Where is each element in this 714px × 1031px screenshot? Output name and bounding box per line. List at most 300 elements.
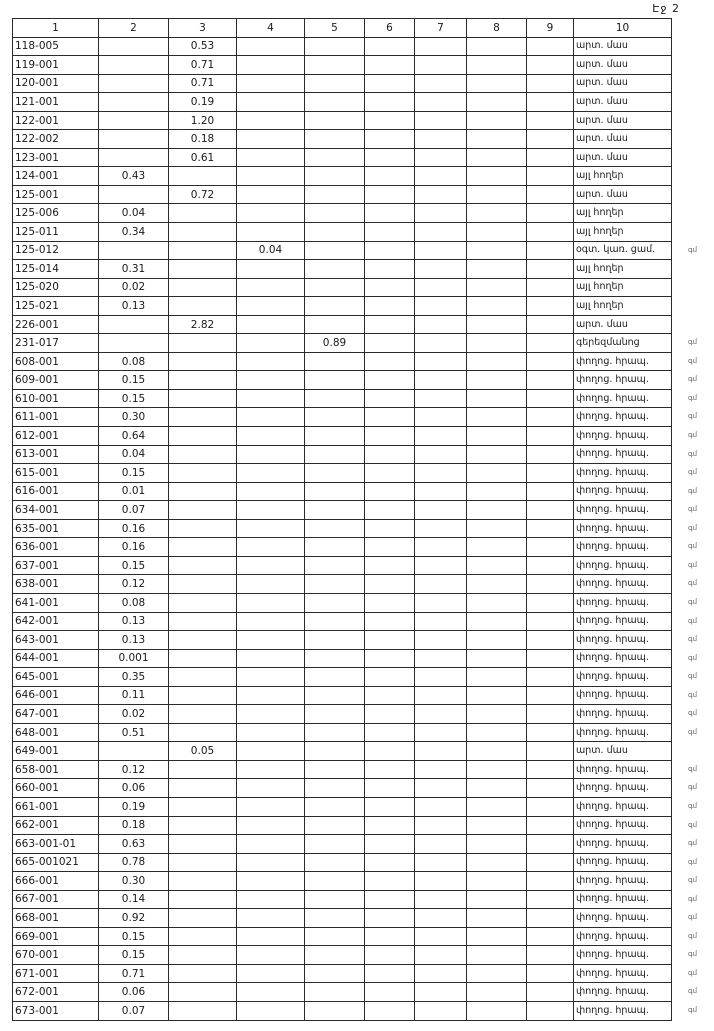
cell-col-6 (365, 760, 415, 779)
cell-col-3 (169, 649, 237, 668)
cell-col-9 (527, 835, 574, 854)
cell-col-8 (467, 223, 527, 242)
cell-col-10: այլ հողեր (574, 223, 672, 242)
cell-col-4 (237, 445, 305, 464)
cell-col-2: 0.15 (99, 556, 169, 575)
cell-col-10: արտ. մաս (574, 315, 672, 334)
cell-col-3 (169, 816, 237, 835)
cell-col-4 (237, 946, 305, 965)
cell-col-9 (527, 964, 574, 983)
cell-col-2: 0.51 (99, 723, 169, 742)
margin-mark: գմ (688, 542, 698, 551)
cell-col-6 (365, 352, 415, 371)
cell-col-8 (467, 983, 527, 1002)
cell-col-10: փողոց. հրապ. (574, 872, 672, 891)
cell-col-3 (169, 872, 237, 891)
cell-col-1: 122-001 (13, 111, 99, 130)
cell-col-6 (365, 204, 415, 223)
cell-col-10: փողոց. հրապ. (574, 760, 672, 779)
cell-col-3 (169, 482, 237, 501)
table-row (13, 612, 672, 631)
cell-col-2: 0.34 (99, 223, 169, 242)
cell-col-7 (415, 723, 467, 742)
cell-col-3 (169, 445, 237, 464)
cell-col-2: 0.13 (99, 297, 169, 316)
cell-col-8 (467, 723, 527, 742)
cell-col-10: արտ. մաս (574, 148, 672, 167)
cell-col-7 (415, 1001, 467, 1020)
margin-mark: գմ (688, 412, 698, 421)
margin-mark: գմ (688, 709, 698, 718)
cell-col-7 (415, 890, 467, 909)
cell-col-7 (415, 519, 467, 538)
cell-col-4 (237, 909, 305, 928)
cell-col-3 (169, 1001, 237, 1020)
cell-col-1: 122-002 (13, 130, 99, 149)
cell-col-3: 2.82 (169, 315, 237, 334)
cell-col-9 (527, 760, 574, 779)
cell-col-10: փողոց. հրապ. (574, 501, 672, 520)
cell-col-10: փողոց. հրապ. (574, 482, 672, 501)
cell-col-2: 0.14 (99, 890, 169, 909)
cell-col-7 (415, 185, 467, 204)
cell-col-1: 646-001 (13, 686, 99, 705)
cell-col-5 (305, 705, 365, 724)
cell-col-4 (237, 686, 305, 705)
table-row (13, 297, 672, 316)
cell-col-2: 0.02 (99, 705, 169, 724)
cell-col-10: արտ. մաս (574, 74, 672, 93)
cell-col-4 (237, 185, 305, 204)
cell-col-7 (415, 37, 467, 56)
cell-col-5 (305, 93, 365, 112)
table-row (13, 408, 672, 427)
margin-marks (688, 18, 712, 1020)
cell-col-9 (527, 241, 574, 260)
cell-col-5 (305, 927, 365, 946)
table-row (13, 74, 672, 93)
cell-col-9 (527, 927, 574, 946)
margin-mark: գմ (688, 950, 698, 959)
cell-col-1: 125-001 (13, 185, 99, 204)
cell-col-5 (305, 130, 365, 149)
table-row (13, 946, 672, 965)
cell-col-1: 125-006 (13, 204, 99, 223)
cell-col-3 (169, 927, 237, 946)
cell-col-1: 123-001 (13, 148, 99, 167)
cell-col-1: 671-001 (13, 964, 99, 983)
cell-col-4 (237, 223, 305, 242)
table-row (13, 779, 672, 798)
cell-col-3: 0.71 (169, 74, 237, 93)
cell-col-4 (237, 853, 305, 872)
table-row (13, 352, 672, 371)
cell-col-9 (527, 56, 574, 75)
cell-col-7 (415, 204, 467, 223)
cell-col-2: 0.08 (99, 352, 169, 371)
margin-mark (688, 148, 712, 167)
cell-col-6 (365, 909, 415, 928)
cell-col-6 (365, 556, 415, 575)
cell-col-10: փողոց. հրապ. (574, 371, 672, 390)
cell-col-1: 125-012 (13, 241, 99, 260)
cell-col-8 (467, 519, 527, 538)
cell-col-6 (365, 723, 415, 742)
cell-col-10: փողոց. հրապ. (574, 464, 672, 483)
cell-col-8 (467, 445, 527, 464)
cell-col-1: 672-001 (13, 983, 99, 1002)
cell-col-9 (527, 185, 574, 204)
table-body (13, 37, 672, 1020)
cell-col-8 (467, 204, 527, 223)
cell-col-3 (169, 223, 237, 242)
cell-col-6 (365, 482, 415, 501)
cell-col-9 (527, 538, 574, 557)
cell-col-6 (365, 297, 415, 316)
cell-col-9 (527, 983, 574, 1002)
cell-col-6 (365, 464, 415, 483)
table-row (13, 241, 672, 260)
cell-col-1: 673-001 (13, 1001, 99, 1020)
cell-col-5 (305, 1001, 365, 1020)
cell-col-2 (99, 111, 169, 130)
cell-col-8 (467, 464, 527, 483)
cell-col-3 (169, 260, 237, 279)
cell-col-9 (527, 519, 574, 538)
cell-col-9 (527, 723, 574, 742)
cell-col-6 (365, 408, 415, 427)
table-row (13, 964, 672, 983)
cell-col-4 (237, 742, 305, 761)
table-row (13, 464, 672, 483)
margin-mark: գմ (688, 579, 698, 588)
cell-col-9 (527, 946, 574, 965)
cell-col-3 (169, 371, 237, 390)
cell-col-3 (169, 668, 237, 687)
cell-col-10: արտ. մաս (574, 56, 672, 75)
table-row (13, 37, 672, 56)
cell-col-5 (305, 241, 365, 260)
cell-col-7 (415, 909, 467, 928)
cell-col-2: 0.30 (99, 408, 169, 427)
cell-col-9 (527, 352, 574, 371)
cell-col-9 (527, 593, 574, 612)
cell-col-10: փողոց. հրապ. (574, 352, 672, 371)
cell-col-10: փողոց. հրապ. (574, 519, 672, 538)
cell-col-2: 0.19 (99, 797, 169, 816)
cell-col-4 (237, 705, 305, 724)
margin-mark: գմ (688, 1005, 698, 1014)
cell-col-5 (305, 946, 365, 965)
cell-col-8 (467, 111, 527, 130)
cell-col-1: 125-014 (13, 260, 99, 279)
cell-col-7 (415, 575, 467, 594)
cell-col-8 (467, 297, 527, 316)
cell-col-7 (415, 352, 467, 371)
cell-col-4: 0.04 (237, 241, 305, 260)
cell-col-7 (415, 74, 467, 93)
cell-col-7 (415, 742, 467, 761)
cell-col-8 (467, 909, 527, 928)
cell-col-3 (169, 946, 237, 965)
cell-col-3 (169, 705, 237, 724)
cell-col-8 (467, 742, 527, 761)
cell-col-1: 616-001 (13, 482, 99, 501)
cell-col-5 (305, 389, 365, 408)
cell-col-5 (305, 148, 365, 167)
cell-col-7 (415, 983, 467, 1002)
margin-spacer (688, 18, 712, 37)
cell-col-1: 634-001 (13, 501, 99, 520)
cell-col-10: փողոց. հրապ. (574, 389, 672, 408)
cell-col-8 (467, 37, 527, 56)
table-row (13, 668, 672, 687)
cell-col-9 (527, 334, 574, 353)
margin-mark: գմ (688, 356, 698, 365)
cell-col-9 (527, 223, 574, 242)
cell-col-9 (527, 779, 574, 798)
margin-mark (688, 92, 712, 111)
table-row (13, 501, 672, 520)
cell-col-1: 226-001 (13, 315, 99, 334)
cell-col-2: 0.07 (99, 1001, 169, 1020)
margin-mark: գմ (688, 653, 698, 662)
margin-mark (688, 278, 712, 297)
cell-col-1: 643-001 (13, 631, 99, 650)
cell-col-8 (467, 334, 527, 353)
cell-col-5 (305, 371, 365, 390)
cell-col-7 (415, 241, 467, 260)
margin-mark: գմ (688, 727, 698, 736)
cell-col-7 (415, 538, 467, 557)
cell-col-10: փողոց. հրապ. (574, 835, 672, 854)
cell-col-6 (365, 93, 415, 112)
cell-col-10: փողոց. հրապ. (574, 816, 672, 835)
cell-col-6 (365, 278, 415, 297)
table-row (13, 705, 672, 724)
cell-col-8 (467, 853, 527, 872)
cell-col-1: 644-001 (13, 649, 99, 668)
cell-col-2 (99, 185, 169, 204)
column-header: 10 (574, 19, 672, 38)
cell-col-4 (237, 964, 305, 983)
cell-col-3 (169, 631, 237, 650)
cell-col-5 (305, 556, 365, 575)
cell-col-2: 0.01 (99, 482, 169, 501)
cell-col-4 (237, 501, 305, 520)
margin-mark: գմ (688, 876, 698, 885)
margin-mark (688, 203, 712, 222)
cell-col-1: 125-020 (13, 278, 99, 297)
cell-col-5 (305, 668, 365, 687)
cell-col-5 (305, 464, 365, 483)
cell-col-8 (467, 427, 527, 446)
cell-col-7 (415, 297, 467, 316)
cell-col-6 (365, 835, 415, 854)
cell-col-4 (237, 593, 305, 612)
cell-col-1: 615-001 (13, 464, 99, 483)
cell-col-1: 120-001 (13, 74, 99, 93)
cell-col-8 (467, 890, 527, 909)
cell-col-7 (415, 315, 467, 334)
cell-col-3 (169, 241, 237, 260)
cell-col-4 (237, 649, 305, 668)
cell-col-9 (527, 705, 574, 724)
cell-col-1: 119-001 (13, 56, 99, 75)
cell-col-10: փողոց. հրապ. (574, 946, 672, 965)
cell-col-5 (305, 445, 365, 464)
cell-col-8 (467, 1001, 527, 1020)
cell-col-10: փողոց. հրապ. (574, 631, 672, 650)
cell-col-4 (237, 148, 305, 167)
cell-col-10: փողոց. հրապ. (574, 408, 672, 427)
cell-col-6 (365, 185, 415, 204)
cell-col-1: 613-001 (13, 445, 99, 464)
column-header: 1 (13, 19, 99, 38)
cell-col-1: 661-001 (13, 797, 99, 816)
margin-mark (688, 296, 712, 315)
margin-mark (688, 37, 712, 56)
cell-col-6 (365, 668, 415, 687)
column-header: 7 (415, 19, 467, 38)
cell-col-5 (305, 408, 365, 427)
cell-col-4 (237, 74, 305, 93)
cell-col-6 (365, 853, 415, 872)
cell-col-2: 0.43 (99, 167, 169, 186)
cell-col-8 (467, 649, 527, 668)
cell-col-9 (527, 74, 574, 93)
cell-col-7 (415, 427, 467, 446)
cell-col-7 (415, 130, 467, 149)
table-row (13, 593, 672, 612)
cell-col-6 (365, 37, 415, 56)
cell-col-4 (237, 835, 305, 854)
table-row (13, 631, 672, 650)
cell-col-7 (415, 556, 467, 575)
cell-col-4 (237, 464, 305, 483)
cell-col-1: 610-001 (13, 389, 99, 408)
cell-col-1: 647-001 (13, 705, 99, 724)
margin-mark: գմ (688, 764, 698, 773)
cell-col-7 (415, 334, 467, 353)
cell-col-9 (527, 389, 574, 408)
cell-col-1: 645-001 (13, 668, 99, 687)
cell-col-10: փողոց. հրապ. (574, 779, 672, 798)
cell-col-2: 0.92 (99, 909, 169, 928)
cell-col-7 (415, 612, 467, 631)
cell-col-2: 0.06 (99, 983, 169, 1002)
cell-col-7 (415, 835, 467, 854)
cell-col-7 (415, 649, 467, 668)
cell-col-8 (467, 185, 527, 204)
cell-col-4 (237, 167, 305, 186)
cell-col-2 (99, 742, 169, 761)
margin-mark: գմ (688, 468, 698, 477)
table-row (13, 575, 672, 594)
cell-col-10: արտ. մաս (574, 130, 672, 149)
cell-col-2 (99, 148, 169, 167)
table-row (13, 649, 672, 668)
cell-col-5 (305, 260, 365, 279)
table-row (13, 538, 672, 557)
cell-col-9 (527, 204, 574, 223)
land-register-table (12, 18, 672, 1021)
cell-col-10: փողոց. հրապ. (574, 723, 672, 742)
cell-col-3 (169, 723, 237, 742)
cell-col-6 (365, 946, 415, 965)
cell-col-8 (467, 946, 527, 965)
cell-col-3 (169, 427, 237, 446)
cell-col-4 (237, 352, 305, 371)
cell-col-8 (467, 408, 527, 427)
margin-mark (688, 74, 712, 93)
cell-col-7 (415, 797, 467, 816)
table-row (13, 185, 672, 204)
cell-col-7 (415, 946, 467, 965)
cell-col-4 (237, 890, 305, 909)
column-header: 3 (169, 19, 237, 38)
cell-col-5 (305, 167, 365, 186)
cell-col-7 (415, 816, 467, 835)
table-row (13, 872, 672, 891)
cell-col-9 (527, 148, 574, 167)
cell-col-10: արտ. մաս (574, 185, 672, 204)
table-row (13, 260, 672, 279)
cell-col-6 (365, 501, 415, 520)
cell-col-9 (527, 445, 574, 464)
cell-col-1: 667-001 (13, 890, 99, 909)
cell-col-2: 0.31 (99, 260, 169, 279)
table-row (13, 927, 672, 946)
cell-col-2: 0.08 (99, 593, 169, 612)
margin-mark (688, 315, 712, 334)
cell-col-9 (527, 167, 574, 186)
cell-col-2 (99, 74, 169, 93)
cell-col-7 (415, 853, 467, 872)
cell-col-7 (415, 111, 467, 130)
cell-col-8 (467, 575, 527, 594)
cell-col-1: 231-017 (13, 334, 99, 353)
cell-col-6 (365, 334, 415, 353)
cell-col-1: 637-001 (13, 556, 99, 575)
cell-col-4 (237, 56, 305, 75)
cell-col-9 (527, 742, 574, 761)
cell-col-4 (237, 93, 305, 112)
table-row (13, 278, 672, 297)
cell-col-2: 0.15 (99, 927, 169, 946)
cell-col-1: 124-001 (13, 167, 99, 186)
cell-col-8 (467, 538, 527, 557)
cell-col-7 (415, 167, 467, 186)
cell-col-7 (415, 93, 467, 112)
cell-col-7 (415, 260, 467, 279)
cell-col-7 (415, 371, 467, 390)
cell-col-2: 0.11 (99, 686, 169, 705)
table-row (13, 519, 672, 538)
margin-mark: գմ (688, 783, 698, 792)
cell-col-10: փողոց. հրապ. (574, 427, 672, 446)
column-header: 9 (527, 19, 574, 38)
cell-col-10: օգտ. կառ. ցամ. (574, 241, 672, 260)
cell-col-6 (365, 74, 415, 93)
margin-mark: գմ (688, 987, 698, 996)
cell-col-7 (415, 631, 467, 650)
cell-col-4 (237, 111, 305, 130)
cell-col-2 (99, 93, 169, 112)
cell-col-10: այլ հողեր (574, 260, 672, 279)
cell-col-3 (169, 278, 237, 297)
table-row (13, 686, 672, 705)
